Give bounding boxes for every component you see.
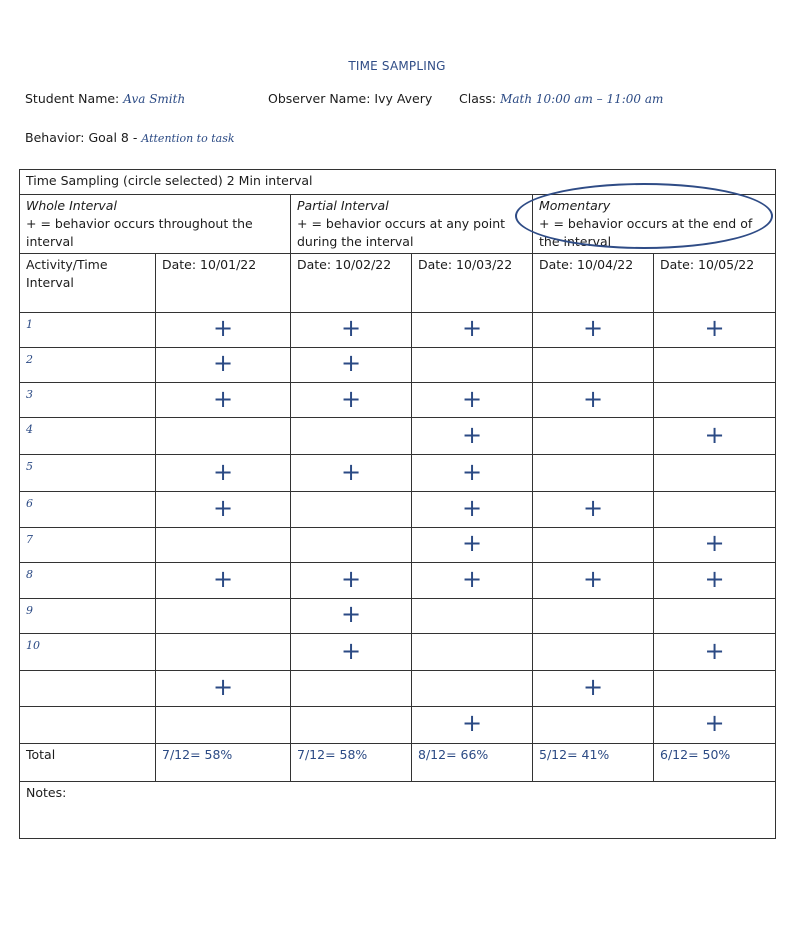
table-row (20, 382, 776, 417)
page-title: TIME SAMPLING (348, 59, 446, 73)
plus-mark: + (704, 420, 725, 449)
plus-mark: + (212, 384, 234, 413)
mark-cell[interactable] (291, 562, 412, 598)
mark-cell[interactable] (412, 562, 533, 598)
total-value: 7/12= 58% (291, 743, 412, 781)
table-row (20, 527, 776, 562)
plus-mark: + (461, 457, 483, 486)
plus-mark: + (461, 564, 483, 593)
plus-mark: + (582, 564, 604, 593)
mark-cell[interactable] (156, 527, 291, 562)
mark-cell[interactable] (654, 492, 776, 527)
header-row (20, 254, 776, 312)
interval-cell (20, 382, 156, 417)
plus-mark: + (212, 314, 234, 343)
mark-cell[interactable] (533, 312, 654, 347)
total-value: 7/12= 58% (156, 743, 291, 781)
interval-label: 2 (26, 352, 33, 366)
mark-cell[interactable] (412, 382, 533, 417)
plus-mark: + (340, 314, 362, 343)
interval-cell (20, 562, 156, 598)
class-value: Math 10:00 am – 11:00 am (500, 92, 664, 106)
mark-cell[interactable] (291, 382, 412, 417)
mark-cell[interactable] (156, 634, 291, 671)
mark-cell[interactable] (533, 707, 654, 743)
class-label: Class: (459, 91, 497, 106)
table-row (20, 455, 776, 492)
mark-cell[interactable] (291, 312, 412, 347)
plus-mark: + (582, 493, 604, 522)
total-value: 5/12= 41% (533, 743, 654, 781)
interval-label: 8 (26, 567, 33, 581)
mark-cell[interactable] (412, 671, 533, 707)
mark-cell[interactable] (654, 562, 776, 598)
table-row (20, 634, 776, 671)
plus-mark: + (212, 564, 234, 593)
interval-cell (20, 707, 156, 743)
notes-row (20, 781, 776, 838)
table-row (20, 598, 776, 633)
total-value: 6/12= 50% (654, 743, 776, 781)
date-header: Date: 10/03/22 (412, 254, 533, 312)
mark-cell[interactable] (156, 418, 291, 455)
plus-mark: + (461, 420, 483, 449)
plus-mark: + (704, 564, 725, 593)
time-sampling-table (19, 169, 776, 839)
plus-mark: + (340, 349, 362, 378)
date-header: Date: 10/04/22 (533, 254, 654, 312)
interval-label: 1 (26, 317, 33, 331)
mark-cell[interactable] (533, 418, 654, 455)
mark-cell[interactable] (654, 634, 776, 671)
mark-cell[interactable] (156, 347, 291, 382)
mark-cell[interactable] (156, 455, 291, 492)
notes-label: Notes: (20, 781, 776, 838)
mark-cell[interactable] (291, 455, 412, 492)
plus-mark: + (212, 457, 234, 486)
mark-cell[interactable] (156, 598, 291, 633)
method-partial-interval (291, 195, 533, 254)
mark-cell[interactable] (654, 382, 776, 417)
plus-mark: + (704, 314, 725, 343)
interval-cell (20, 455, 156, 492)
mark-cell[interactable] (291, 671, 412, 707)
plus-mark: + (461, 493, 483, 522)
method-desc: + = behavior occurs throughout the interval (26, 216, 253, 250)
method-momentary (533, 195, 776, 254)
mark-cell[interactable] (156, 671, 291, 707)
plus-mark: + (704, 709, 725, 738)
observer-name-label: Observer Name: Ivy Avery (268, 91, 433, 106)
mark-cell[interactable] (291, 707, 412, 743)
interval-cell (20, 418, 156, 455)
mark-cell[interactable] (654, 671, 776, 707)
mark-cell[interactable] (412, 598, 533, 633)
mark-cell[interactable] (533, 455, 654, 492)
interval-label: 3 (26, 387, 33, 401)
mark-cell[interactable] (654, 707, 776, 743)
class-field (459, 91, 663, 106)
mark-cell[interactable] (533, 382, 654, 417)
interval-cell (20, 312, 156, 347)
observer-name-field (268, 91, 432, 106)
method-name: Partial Interval (297, 198, 389, 214)
mark-cell[interactable] (291, 418, 412, 455)
interval-cell (20, 634, 156, 671)
method-name: Momentary (539, 198, 611, 214)
mark-cell[interactable] (291, 527, 412, 562)
mark-cell[interactable] (533, 634, 654, 671)
plus-mark: + (582, 673, 604, 702)
plus-mark: + (340, 600, 362, 629)
mark-cell[interactable] (291, 347, 412, 382)
table-row (20, 347, 776, 382)
interval-cell (20, 347, 156, 382)
interval-label: 10 (26, 639, 40, 653)
mark-cell[interactable] (156, 707, 291, 743)
interval-cell (20, 671, 156, 707)
table-caption: Time Sampling (circle selected) 2 Min interval (20, 170, 776, 195)
interval-label: 7 (26, 532, 33, 546)
table-row (20, 312, 776, 347)
mark-cell[interactable] (412, 707, 533, 743)
method-whole-interval (20, 195, 291, 254)
interval-cell (20, 527, 156, 562)
mark-cell[interactable] (412, 455, 533, 492)
method-row (20, 195, 776, 254)
date-header: Date: 10/01/22 (156, 254, 291, 312)
mark-cell[interactable] (654, 527, 776, 562)
student-name-field (25, 91, 185, 106)
mark-cell[interactable] (156, 562, 291, 598)
mark-cell[interactable] (412, 347, 533, 382)
behavior-label: Behavior: Goal 8 - (25, 130, 138, 145)
total-row (20, 743, 776, 781)
mark-cell[interactable] (291, 634, 412, 671)
plus-mark: + (461, 384, 483, 413)
plus-mark: + (212, 673, 234, 702)
mark-cell[interactable] (412, 634, 533, 671)
method-desc: + = behavior occurs at any point during the interval (297, 216, 506, 250)
plus-mark: + (461, 314, 483, 343)
mark-cell[interactable] (412, 492, 533, 527)
plus-mark: + (340, 384, 362, 413)
mark-cell[interactable] (654, 312, 776, 347)
plus-mark: + (340, 564, 362, 593)
mark-cell[interactable] (533, 562, 654, 598)
interval-cell (20, 492, 156, 527)
mark-cell[interactable] (533, 598, 654, 633)
plus-mark: + (340, 457, 362, 486)
date-header: Date: 10/05/22 (654, 254, 776, 312)
table-row (20, 562, 776, 598)
interval-label: 9 (26, 603, 33, 617)
table-row (20, 492, 776, 527)
plus-mark: + (461, 709, 483, 738)
table-row (20, 707, 776, 743)
behavior-field (25, 130, 235, 145)
plus-mark: + (212, 493, 234, 522)
mark-cell[interactable] (291, 598, 412, 633)
mark-cell[interactable] (412, 527, 533, 562)
mark-cell[interactable] (654, 598, 776, 633)
date-header: Date: 10/02/22 (291, 254, 412, 312)
mark-cell[interactable] (412, 418, 533, 455)
plus-mark: + (212, 349, 234, 378)
plus-mark: + (704, 529, 725, 558)
mark-cell[interactable] (533, 492, 654, 527)
mark-cell[interactable] (412, 312, 533, 347)
table-row (20, 418, 776, 455)
student-name-label: Student Name: (25, 91, 120, 106)
plus-mark: + (704, 636, 725, 665)
mark-cell[interactable] (533, 527, 654, 562)
behavior-value: Attention to task (141, 132, 235, 145)
mark-cell[interactable] (654, 347, 776, 382)
mark-cell[interactable] (156, 312, 291, 347)
total-label: Total (20, 743, 156, 781)
interval-label: 6 (26, 497, 33, 511)
plus-mark: + (582, 314, 604, 343)
mark-cell[interactable] (291, 492, 412, 527)
method-name: Whole Interval (26, 198, 117, 214)
plus-mark: + (461, 529, 483, 558)
interval-label: 5 (26, 460, 33, 474)
caption-row (20, 170, 776, 195)
plus-mark: + (582, 384, 604, 413)
method-desc: + = behavior occurs at the end of the interval (539, 216, 753, 250)
interval-cell (20, 598, 156, 633)
mark-cell[interactable] (156, 492, 291, 527)
mark-cell[interactable] (654, 418, 776, 455)
student-name-value: Ava Smith (123, 92, 186, 106)
plus-mark: + (340, 636, 362, 665)
mark-cell[interactable] (533, 671, 654, 707)
total-value: 8/12= 66% (412, 743, 533, 781)
interval-label: 4 (26, 423, 33, 437)
table-row (20, 671, 776, 707)
activity-header: Activity/Time Interval (20, 254, 156, 312)
mark-cell[interactable] (156, 382, 291, 417)
mark-cell[interactable] (654, 455, 776, 492)
mark-cell[interactable] (533, 347, 654, 382)
